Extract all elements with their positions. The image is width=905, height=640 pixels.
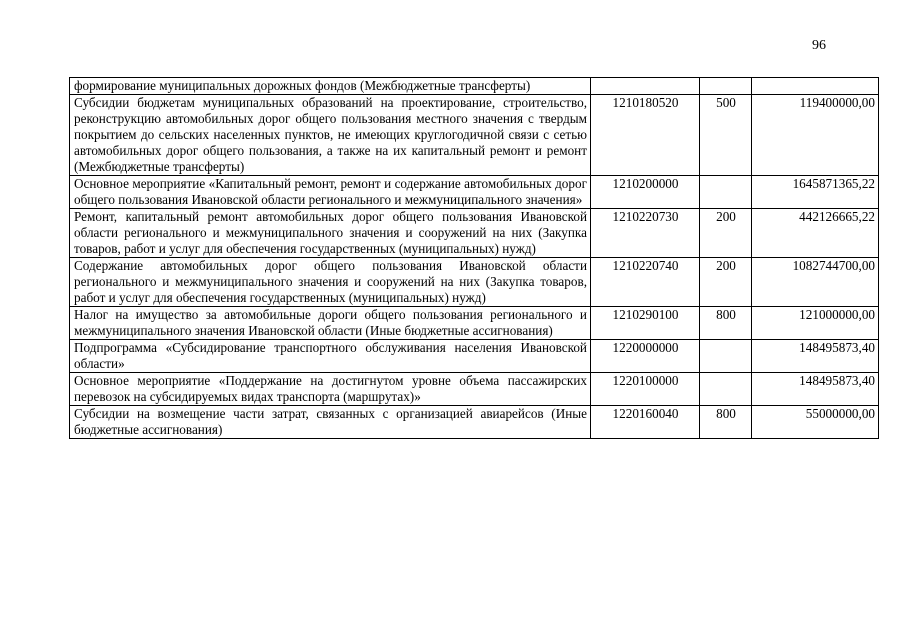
row-expense-type <box>700 176 752 209</box>
table-row <box>70 340 879 373</box>
row-name: Содержание автомобильных дорог общего пользования Ивановской области регионального и межмуниципального значения и сооружений на них (Закупка товаров, работ и услуг для обеспечения государственных (муниципальных) нужд) <box>70 258 591 307</box>
row-target-code: 1210220730 <box>591 209 700 258</box>
table-row <box>70 307 879 340</box>
row-expense-type: 800 <box>700 307 752 340</box>
row-target-code: 1210220740 <box>591 258 700 307</box>
row-expense-type: 800 <box>700 406 752 439</box>
table-row <box>70 373 879 406</box>
row-target-code: 1210180520 <box>591 95 700 176</box>
table-row <box>70 406 879 439</box>
row-expense-type <box>700 373 752 406</box>
row-amount: 55000000,00 <box>752 406 879 439</box>
row-name: Ремонт, капитальный ремонт автомобильных дорог общего пользования Ивановской области регионального и межмуниципального значения и сооружений на них (Закупка товаров, работ и услуг для обеспечения государственных (муниципальных) нужд) <box>70 209 591 258</box>
row-target-code: 1220100000 <box>591 373 700 406</box>
row-target-code <box>591 78 700 95</box>
row-amount: 1082744700,00 <box>752 258 879 307</box>
row-name: Основное мероприятие «Капитальный ремонт, ремонт и содержание автомобильных дорог общего пользования Ивановской области регионального и межмуниципального значения» <box>70 176 591 209</box>
row-name: Субсидии бюджетам муниципальных образований на проектирование, строительство, реконструкцию автомобильных дорог общего пользования местного значения с твердым покрытием до сельских населенных пунктов, не имеющих круглогодичной связи с сетью автомобильных дорог общего пользования, а также на их капитальный ремонт и ремонт (Межбюджетные трансферты) <box>70 95 591 176</box>
table-row <box>70 258 879 307</box>
row-name: Субсидии на возмещение части затрат, связанных с организацией авиарейсов (Иные бюджетные ассигнования) <box>70 406 591 439</box>
table-row <box>70 209 879 258</box>
row-amount <box>752 78 879 95</box>
row-amount: 148495873,40 <box>752 373 879 406</box>
row-amount: 442126665,22 <box>752 209 879 258</box>
table-row <box>70 176 879 209</box>
row-target-code: 1220160040 <box>591 406 700 439</box>
row-expense-type <box>700 340 752 373</box>
row-name: Подпрограмма «Субсидирование транспортного обслуживания населения Ивановской области» <box>70 340 591 373</box>
page-number: 96 <box>812 38 826 53</box>
row-expense-type: 200 <box>700 209 752 258</box>
row-amount: 121000000,00 <box>752 307 879 340</box>
row-name: формирование муниципальных дорожных фондов (Межбюджетные трансферты) <box>70 78 591 95</box>
budget-table <box>69 77 879 439</box>
row-amount: 119400000,00 <box>752 95 879 176</box>
row-target-code: 1210200000 <box>591 176 700 209</box>
row-name: Основное мероприятие «Поддержание на достигнутом уровне объема пассажирских перевозок на субсидируемых видах транспорта (маршрутах)» <box>70 373 591 406</box>
row-expense-type: 500 <box>700 95 752 176</box>
table-row <box>70 95 879 176</box>
row-amount: 148495873,40 <box>752 340 879 373</box>
row-target-code: 1210290100 <box>591 307 700 340</box>
table-row <box>70 78 879 95</box>
row-name: Налог на имущество за автомобильные дороги общего пользования регионального и межмуниципального значения Ивановской области (Иные бюджетные ассигнования) <box>70 307 591 340</box>
row-amount: 1645871365,22 <box>752 176 879 209</box>
row-target-code: 1220000000 <box>591 340 700 373</box>
budget-table-body <box>70 78 879 439</box>
row-expense-type <box>700 78 752 95</box>
row-expense-type: 200 <box>700 258 752 307</box>
